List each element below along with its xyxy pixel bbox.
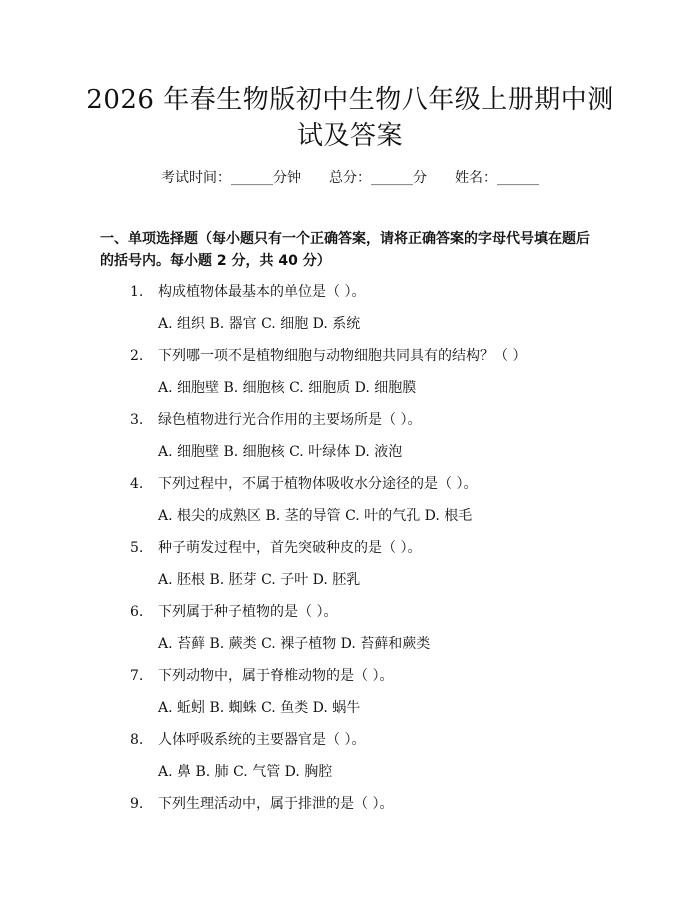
question-text: 绿色植物进行光合作用的主要场所是（ ）。	[158, 412, 422, 428]
question-5	[130, 538, 421, 558]
question-8-options: A. 鼻 B. 肺 C. 气管 D. 胸腔	[158, 764, 333, 780]
exam-title-line-2: 试及答案	[296, 121, 403, 151]
student-name-field: 姓名：______	[455, 170, 539, 186]
question-3	[130, 410, 421, 430]
question-7-options: A. 蚯蚓 B. 蜘蛛 C. 鱼类 D. 蜗牛	[158, 700, 361, 716]
question-1-options: A. 组织 B. 器官 C. 细胞 D. 系统	[158, 316, 361, 332]
question-4	[130, 474, 477, 494]
question-2	[130, 346, 526, 366]
exam-time-field: 考试时间：______分钟	[161, 170, 301, 186]
question-number: 9.	[130, 796, 144, 812]
question-5-options: A. 胚根 B. 胚芽 C. 子叶 D. 胚乳	[158, 572, 361, 588]
question-number: 4.	[130, 476, 144, 492]
question-text: 种子萌发过程中，首先突破种皮的是（ ）。	[158, 540, 422, 556]
question-number: 2.	[130, 348, 144, 364]
question-text: 构成植物体最基本的单位是（ ）。	[158, 284, 366, 300]
section-heading-line-2: 的括号内。每小题 2 分，共 40 分）	[100, 253, 331, 269]
section-heading-line-1: 一、单项选择题（每小题只有一个正确答案，请将正确答案的字母代号填在题后	[100, 231, 590, 247]
question-text: 下列哪一项不是植物细胞与动物细胞共同具有的结构？（ ）	[158, 348, 527, 364]
question-number: 3.	[130, 412, 144, 428]
question-text: 下列属于种子植物的是（ ）。	[158, 604, 338, 620]
question-text: 下列过程中，不属于植物体吸收水分途径的是（ ）。	[158, 476, 478, 492]
question-1	[130, 282, 365, 302]
question-3-options: A. 细胞壁 B. 细胞核 C. 叶绿体 D. 液泡	[158, 444, 403, 460]
question-text: 下列动物中，属于脊椎动物的是（ ）。	[158, 668, 394, 684]
question-number: 5.	[130, 540, 144, 556]
exam-meta	[0, 168, 700, 188]
question-6-options: A. 苔藓 B. 蕨类 C. 裸子植物 D. 苔藓和蕨类	[158, 636, 431, 652]
section-heading	[100, 228, 600, 272]
question-2-options: A. 细胞壁 B. 细胞核 C. 细胞质 D. 细胞膜	[158, 380, 417, 396]
question-7	[130, 666, 393, 686]
exam-title	[60, 82, 640, 154]
question-6	[130, 602, 337, 622]
question-4-options: A. 根尖的成熟区 B. 茎的导管 C. 叶的气孔 D. 根毛	[158, 508, 473, 524]
question-text: 人体呼吸系统的主要器官是（ ）。	[158, 732, 366, 748]
exam-title-line-1: 2026 年春生物版初中生物八年级上册期中测	[86, 85, 614, 115]
question-number: 6.	[130, 604, 144, 620]
question-text: 下列生理活动中，属于排泄的是（ ）。	[158, 796, 394, 812]
question-9	[130, 794, 393, 814]
question-number: 7.	[130, 668, 144, 684]
total-score-field: 总分：______分	[329, 170, 427, 186]
question-number: 1.	[130, 284, 144, 300]
question-8	[130, 730, 365, 750]
question-number: 8.	[130, 732, 144, 748]
